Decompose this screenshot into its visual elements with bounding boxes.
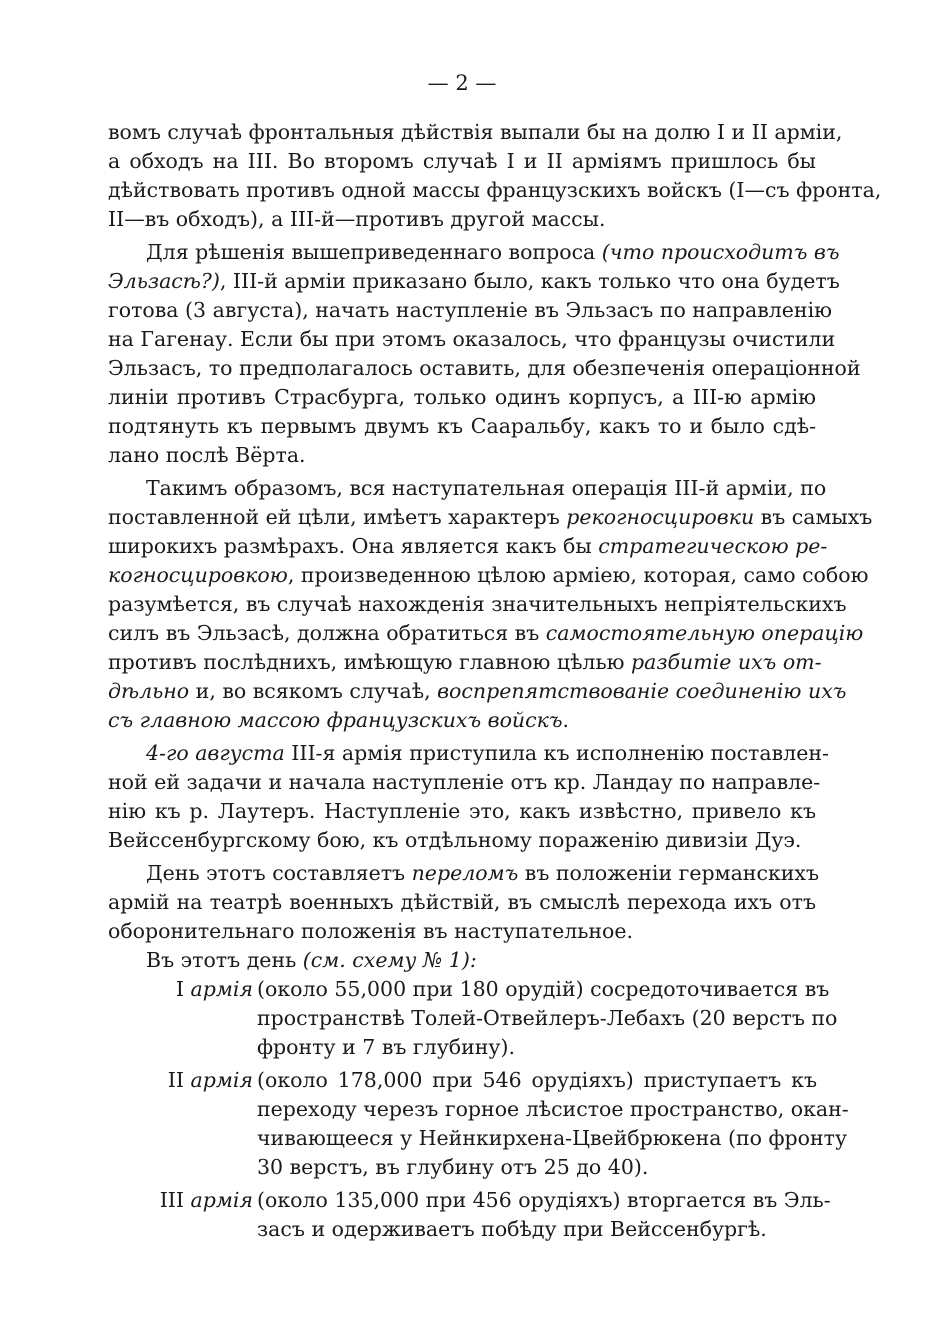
page-number: — 2 — xyxy=(427,71,497,95)
text-line: пространствѣ Толей-Отвейлеръ-Лебахъ (20 верстъ по xyxy=(257,1006,838,1030)
text-line: широкихъ размѣрахъ. Она является какъ бы стратегическою ре- xyxy=(108,534,828,558)
text-line: дѣльно и, во всякомъ случаѣ, воспрепятствованіе соединенію ихъ xyxy=(108,679,847,703)
text-line: 4-го августа III-я армія приступила къ исполненію поставлен- xyxy=(146,741,829,765)
text-line: нію къ р. Лаутеръ. Наступленіе это, какъ извѣстно, привело къ xyxy=(108,799,816,823)
paragraph xyxy=(108,946,816,975)
army-description xyxy=(257,1066,849,1182)
text-line: линіи противъ Страсбурга, только одинъ корпусъ, а III-ю армію xyxy=(108,385,816,409)
text-line: поставленной ей цѣли, имѣетъ характеръ рекогносцировки въ самыхъ xyxy=(108,505,873,529)
text-line: когносцировкою, произведенною цѣлою арміею, которая, само собою xyxy=(108,563,869,587)
paragraph xyxy=(108,238,861,470)
book-page xyxy=(108,68,882,1244)
text-line: противъ послѣднихъ, имѣющую главною цѣлью разбитіе ихъ от- xyxy=(108,650,822,674)
army-description xyxy=(257,975,838,1062)
text-line: вомъ случаѣ фронтальныя дѣйствія выпали бы на долю I и II арміи, xyxy=(108,120,843,144)
text-line: День этотъ составляетъ переломъ въ положеніи германскихъ xyxy=(146,861,820,885)
text-line: переходу черезъ горное лѣсистое пространство, окан- xyxy=(257,1097,849,1121)
text-line: ной ей задачи и начала наступленіе отъ кр. Ландау по направле- xyxy=(108,770,821,794)
paragraph xyxy=(108,118,882,234)
army-description xyxy=(257,1186,831,1244)
text-line: 30 верстъ, въ глубину отъ 25 до 40). xyxy=(257,1155,649,1179)
text-line: съ главною массою французскихъ войскъ. xyxy=(108,708,570,732)
text-line: а обходъ на III. Во второмъ случаѣ I и II арміямъ пришлось бы xyxy=(108,149,816,173)
paragraph xyxy=(108,474,873,735)
text-line: Вейссенбургскому бою, къ отдѣльному пораженію дивизіи Дуэ. xyxy=(108,828,802,852)
army-label: III армія xyxy=(159,1188,253,1212)
army-entry xyxy=(108,975,838,1062)
text-line: чивающееся у Нейнкирхена-Цвейбрюкена (по фронту xyxy=(257,1126,848,1150)
army-label: II армія xyxy=(167,1068,253,1092)
text-line: армій на театрѣ военныхъ дѣйствій, въ смыслѣ перехода ихъ отъ xyxy=(108,890,816,914)
text-line: лано послѣ Вёрта. xyxy=(108,443,306,467)
text-line: на Гагенау. Если бы при этомъ оказалось, что французы очистили xyxy=(108,327,836,351)
text-line: Такимъ образомъ, вся наступательная операція III-й арміи, по xyxy=(146,476,827,500)
army-label: I армія xyxy=(175,977,253,1001)
text-line: Для рѣшенія вышеприведеннаго вопроса (что происходитъ въ xyxy=(146,240,840,264)
army-entry xyxy=(108,1066,849,1182)
text-line: (около 55,000 при 180 орудій) сосредоточивается въ xyxy=(257,977,830,1001)
text-line: (около 135,000 при 456 орудіяхъ) вторгается въ Эль- xyxy=(257,1188,831,1212)
text-line: разумѣется, въ случаѣ нахожденія значительныхъ непріятельскихъ xyxy=(108,592,847,616)
text-line: Эльзасъ, то предполагалось оставить, для обезпеченія операціонной xyxy=(108,356,861,380)
text-line: Эльзасѣ?), III-й арміи приказано было, какъ только что она будетъ xyxy=(108,269,840,293)
text-line: дѣйствовать противъ одной массы французскихъ войскъ (I—съ фронта, xyxy=(108,178,882,202)
paragraph xyxy=(108,739,829,855)
text-line: готова (3 августа), начать наступленіе въ Эльзасъ по направленію xyxy=(108,298,832,322)
text-line: Въ этотъ день (см. схему № 1): xyxy=(146,948,477,972)
text-line: II—въ обходъ), а III-й—противъ другой массы. xyxy=(108,207,606,231)
text-line: фронту и 7 въ глубину). xyxy=(257,1035,516,1059)
text-line: (около 178,000 при 546 орудіяхъ) приступаетъ къ xyxy=(257,1068,817,1092)
text-line: силъ въ Эльзасѣ, должна обратиться въ самостоятельную операцію xyxy=(108,621,864,645)
text-line: оборонительнаго положенія въ наступательное. xyxy=(108,919,634,943)
text-line: засъ и одерживаетъ побѣду при Вейссенбургѣ. xyxy=(257,1217,767,1241)
army-entry xyxy=(108,1186,831,1244)
text-line: подтянуть къ первымъ двумъ къ Сааральбу, какъ то и было сдѣ- xyxy=(108,414,816,438)
paragraph xyxy=(108,859,820,946)
